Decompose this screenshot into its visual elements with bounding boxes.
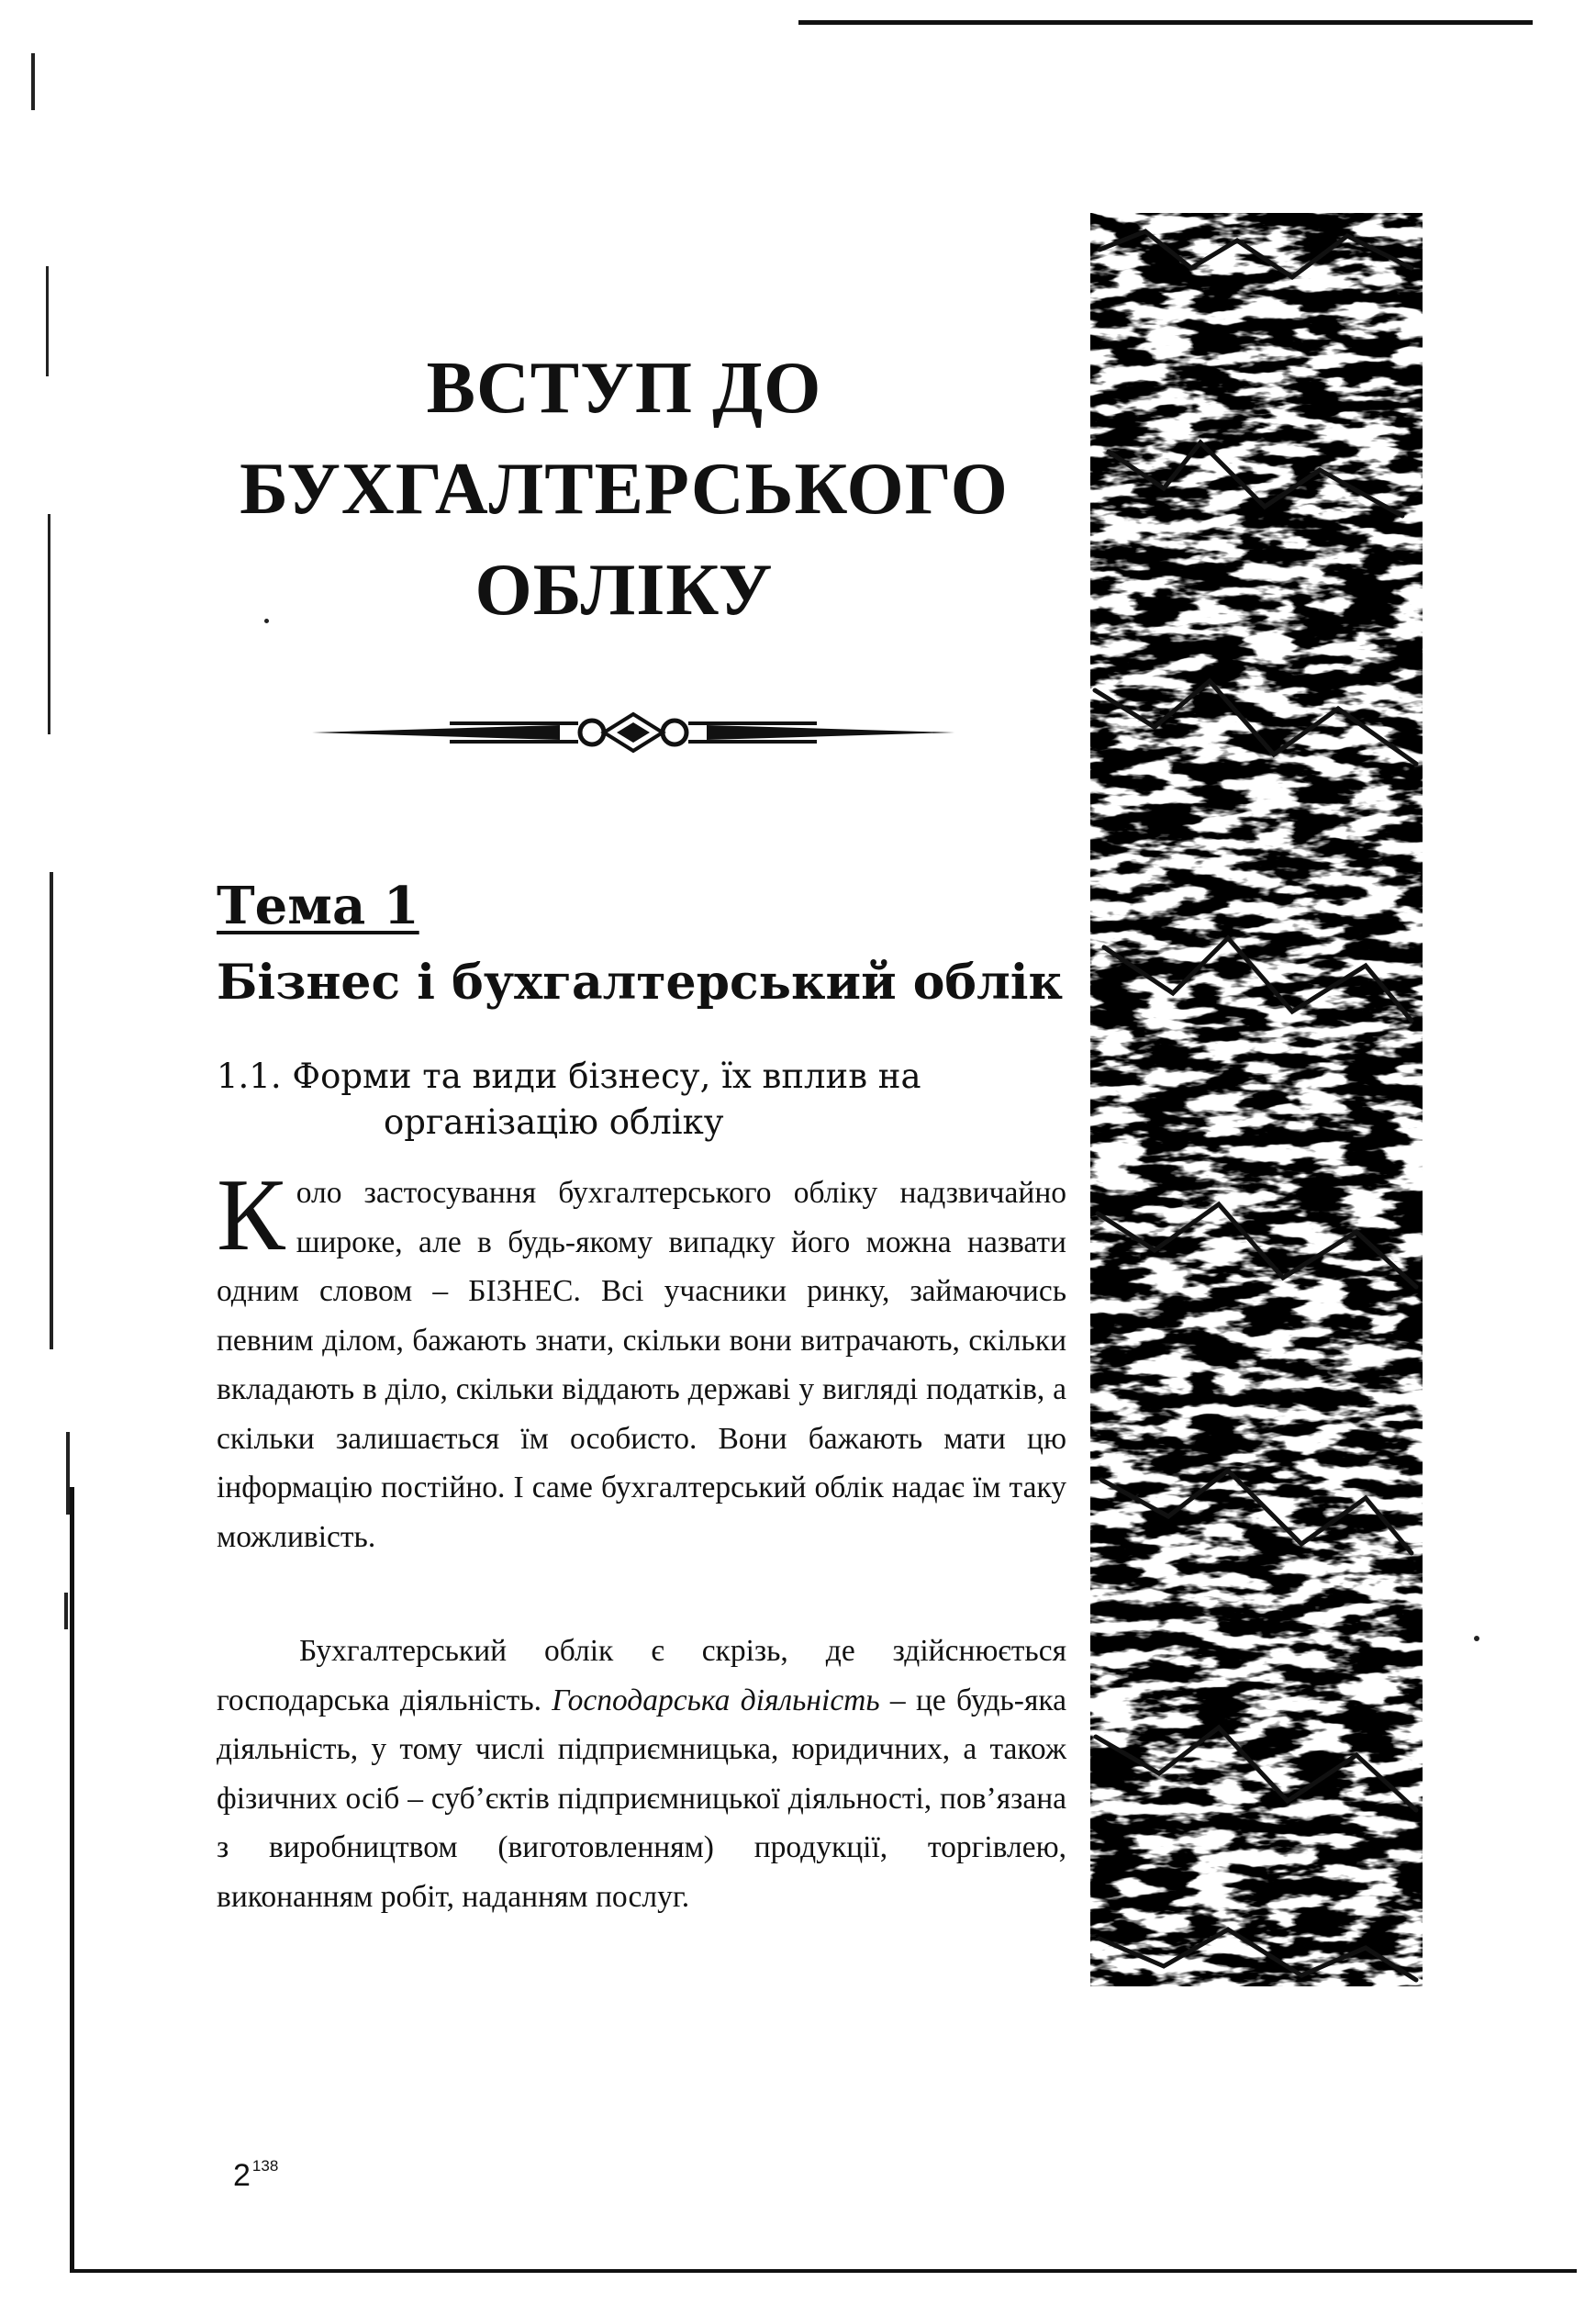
topic-title: Бізнес і бухгалтерський облік — [217, 955, 1064, 1011]
dot-mark — [1474, 1636, 1479, 1641]
edge-mark — [31, 53, 35, 110]
defined-term: Господарська діяльність — [552, 1683, 880, 1717]
chapter-title-line: БУХГАЛТЕРСЬКОГО — [240, 449, 1009, 530]
bottom-rule — [72, 2269, 1577, 2273]
paragraph-2-text-after: – це будь-яка діяльність, у тому числі підприємницька, юридичних, а також фізичних осіб – суб’єктів підприємницької діяльності, пов’язана з виробництвом (виготовленням) продукції, торгівлею, виконанням робіт, наданням послуг. — [217, 1683, 1066, 1914]
section-heading-line1: 1.1. Форми та види бізнесу, їх вплив на — [217, 1057, 921, 1096]
paragraph-1-text: оло застосування бухгалтерського обліку надзвичайно широке, але в будь-якому випадку його можна назвати одним словом – БІЗНЕС. Всі учасники ринку, займаючись певним ділом, бажають знати, скільки вони витрачають, скільки вкладають в діло, скільки віддають державі у вигляді податків, а скільки залишається їм особисто. Вони бажають мати цю інформацію постійно. І саме бухгалтерський облік надає їм таку можливість. — [217, 1176, 1066, 1554]
section-heading-line2: організацію обліку — [384, 1102, 724, 1142]
ornamental-divider — [312, 705, 954, 760]
chapter-title — [184, 338, 1065, 641]
paragraph-2-text-before: Бухгалтерський облік є скрізь, де здійснюється господарська діяльність. — [217, 1634, 1066, 1717]
left-binding-rule — [70, 1487, 74, 2273]
edge-mark — [48, 514, 50, 734]
topic-label: Тема 1 — [217, 876, 419, 936]
drop-cap: К — [217, 1158, 285, 1272]
edge-mark — [50, 872, 53, 1349]
page-number-main: 2 — [233, 2158, 251, 2193]
page-number — [233, 2148, 278, 2194]
page-number-superscript: 138 — [251, 2157, 279, 2175]
chapter-title-line: ОБЛІКУ — [474, 550, 774, 631]
marble-texture-strip — [1090, 213, 1423, 1986]
edge-mark — [46, 266, 49, 376]
edge-mark — [66, 1432, 70, 1515]
paragraph-2 — [217, 1627, 1066, 1921]
section-heading — [217, 1054, 1043, 1146]
chapter-title-line: ВСТУП ДО — [426, 348, 822, 429]
edge-mark — [64, 1593, 68, 1629]
paragraph-1 — [217, 1158, 1066, 1561]
top-rule — [798, 20, 1533, 25]
